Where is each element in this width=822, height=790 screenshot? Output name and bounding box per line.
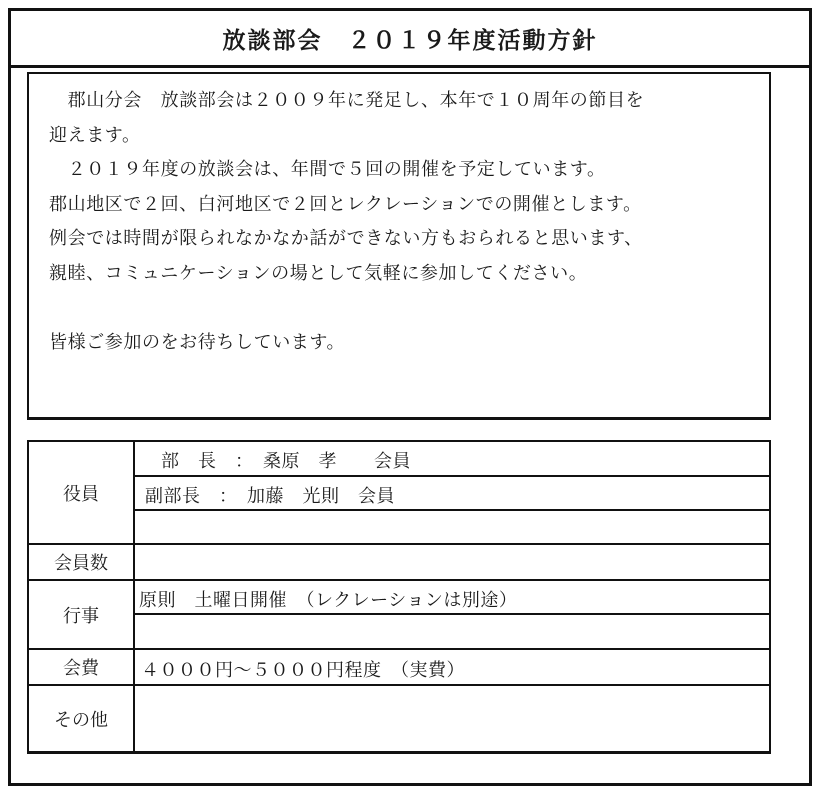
fee-value: ４０００円～５０００円程度 （実費） xyxy=(141,660,465,681)
intro-line: 郡山地区で２回、白河地区で２回とレクレーションでの開催とします。 xyxy=(49,193,642,215)
intro-line: 例会では時間が限られなかなか話ができない方もおられると思います、 xyxy=(49,228,643,249)
intro-text-box xyxy=(27,72,771,420)
intro-line: ２０１９年度の放談会は、年間で５回の開催を予定しています。 xyxy=(49,159,606,180)
intro-line: 迎えます。 xyxy=(49,124,141,146)
members-label: 会員数 xyxy=(29,545,135,579)
events-label: 行事 xyxy=(29,581,135,648)
intro-blank-line xyxy=(49,291,749,326)
section-divider xyxy=(29,684,771,686)
officer-chief: 部 長 ： 桑原 孝 会員 xyxy=(161,451,411,472)
section-divider xyxy=(29,543,771,545)
intro-line: 郡山分会 放談部会は２００９年に発足し、本年で１０周年の節目を xyxy=(49,90,645,111)
intro-line: 皆様ご参加のをお待ちしています。 xyxy=(49,331,346,353)
document-title: 放談部会 ２０１９年度活動方針 xyxy=(11,11,809,68)
event-rule: 原則 土曜日開催 （レクレーションは別途） xyxy=(139,590,518,611)
officer-deputy: 副部長 ： 加藤 光則 会員 xyxy=(145,486,395,507)
info-table xyxy=(27,440,771,754)
section-divider xyxy=(29,648,771,650)
intro-line: 親睦、コミュニケーションの場として気軽に参加してください。 xyxy=(49,262,588,284)
section-divider xyxy=(29,579,771,581)
row-divider xyxy=(135,613,771,615)
other-label: その他 xyxy=(29,686,135,751)
row-divider xyxy=(135,509,771,511)
row-divider xyxy=(135,475,771,477)
fee-label: 会費 xyxy=(29,650,135,684)
officers-label: 役員 xyxy=(29,442,135,543)
